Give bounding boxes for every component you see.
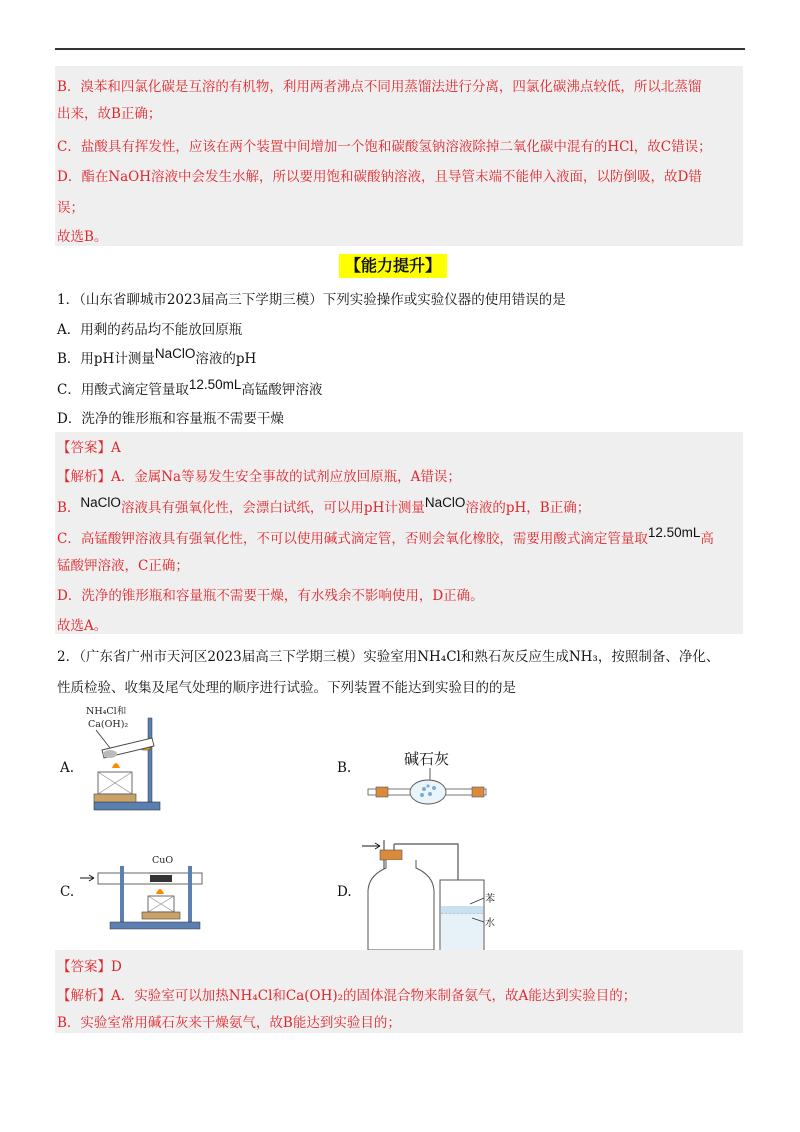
prev-exp-c-line: C．盐酸具有挥发性，应该在两个装置中间增加一个饱和碳酸氢钠溶液除掉二氧化碳中混有的HCl，故C错误；: [57, 139, 712, 155]
q1-exp-c-line1: C．高锰酸钾溶液具有强氧化性，不可以使用碱式滴定管，否则会氧化橡胶，需要用酸式滴定管量取12.50mL高: [57, 525, 714, 547]
apparatus-a-label-2: Ca(OH)₂: [88, 719, 129, 730]
q1-stem: 1．（山东省聊城市2023届高三下学期三模）下列实验操作或实验仪器的使用错误的是: [57, 292, 566, 308]
q1-option-b: B．用pH计测量NaClO溶液的pH: [57, 346, 257, 367]
q1-option-a: A．用剩的药品均不能放回原瓶: [57, 322, 243, 338]
apparatus-a-label-1: NH₄Cl和: [86, 706, 127, 717]
section-heading: 【能力提升】: [339, 254, 447, 278]
option-b-label: B.: [337, 760, 352, 776]
prev-exp-d-line2: 误；: [57, 200, 84, 216]
apparatus-d-diagram: [360, 832, 520, 960]
option-d-label: D.: [337, 884, 352, 900]
apparatus-c-diagram: [80, 850, 220, 930]
q1-exp-c-line2: 锰酸钾溶液，C正确；: [57, 558, 189, 574]
apparatus-c-label: CuO: [152, 855, 174, 866]
q1-option-d: D．洗净的锥形瓶和容量瓶不需要干燥: [57, 411, 284, 427]
q1-exp-d: D．洗净的锥形瓶和容量瓶不需要干燥，有水残余不影响使用，D正确。: [57, 588, 484, 604]
q2-answer: 【答案】D: [57, 959, 122, 975]
prev-exp-b-line2: 出来，故B正确；: [57, 106, 162, 122]
q2-stem-line2: 性质检验、收集及尾气处理的顺序进行试验。下列装置不能达到实验目的的是: [57, 680, 516, 696]
formula-naclo: NaClO: [154, 346, 196, 361]
q1-exp-a: 【解析】A．金属Na等易发生安全事故的试剂应放回原瓶，A错误；: [57, 469, 461, 485]
volume-value: 12.50mL: [188, 377, 242, 392]
q1-option-c: C．用酸式滴定管量取12.50mL高锰酸钾溶液: [57, 377, 323, 398]
prev-exp-choose: 故选B。: [57, 229, 108, 245]
top-rule: [55, 48, 745, 50]
q1-answer: 【答案】A: [57, 440, 121, 456]
q2-exp-b: B．实验室常用碱石灰来干燥氨气，故B能达到实验目的；: [57, 1015, 401, 1031]
apparatus-d-label-benzene: 苯: [485, 894, 495, 905]
q1-exp-b: B．NaClO溶液具有强氧化性，会漂白试纸，可以用pH计测量NaClO溶液的pH，B正确；: [57, 495, 591, 516]
q1-choose: 故选A。: [57, 618, 108, 634]
prev-exp-d-line1: D．酯在NaOH溶液中会发生水解，所以要用饱和碳酸钠溶液，且导管末端不能伸入液面，以防倒吸，故D错: [57, 169, 702, 185]
apparatus-b-label: 碱石灰: [404, 750, 450, 768]
q2-exp-a: 【解析】A．实验室可以加热NH₄Cl和Ca(OH)₂的固体混合物来制备氨气，故A能达到实验目的；: [57, 988, 637, 1004]
apparatus-b-diagram: [360, 736, 500, 806]
prev-exp-b-line1: B．溴苯和四氯化碳是互溶的有机物，利用两者沸点不同用蒸馏法进行分离，四氯化碳沸点较低，所以北蒸馏: [57, 79, 702, 95]
option-a-label: A.: [60, 760, 75, 776]
q2-stem-line1: 2．（广东省广州市天河区2023届高三下学期三模）实验室用NH₄Cl和熟石灰反应生成NH₃，按照制备、净化、: [57, 649, 720, 665]
apparatus-a-diagram: [80, 702, 180, 814]
option-c-label: C.: [60, 884, 75, 900]
apparatus-d-label-water: 水: [485, 918, 495, 929]
